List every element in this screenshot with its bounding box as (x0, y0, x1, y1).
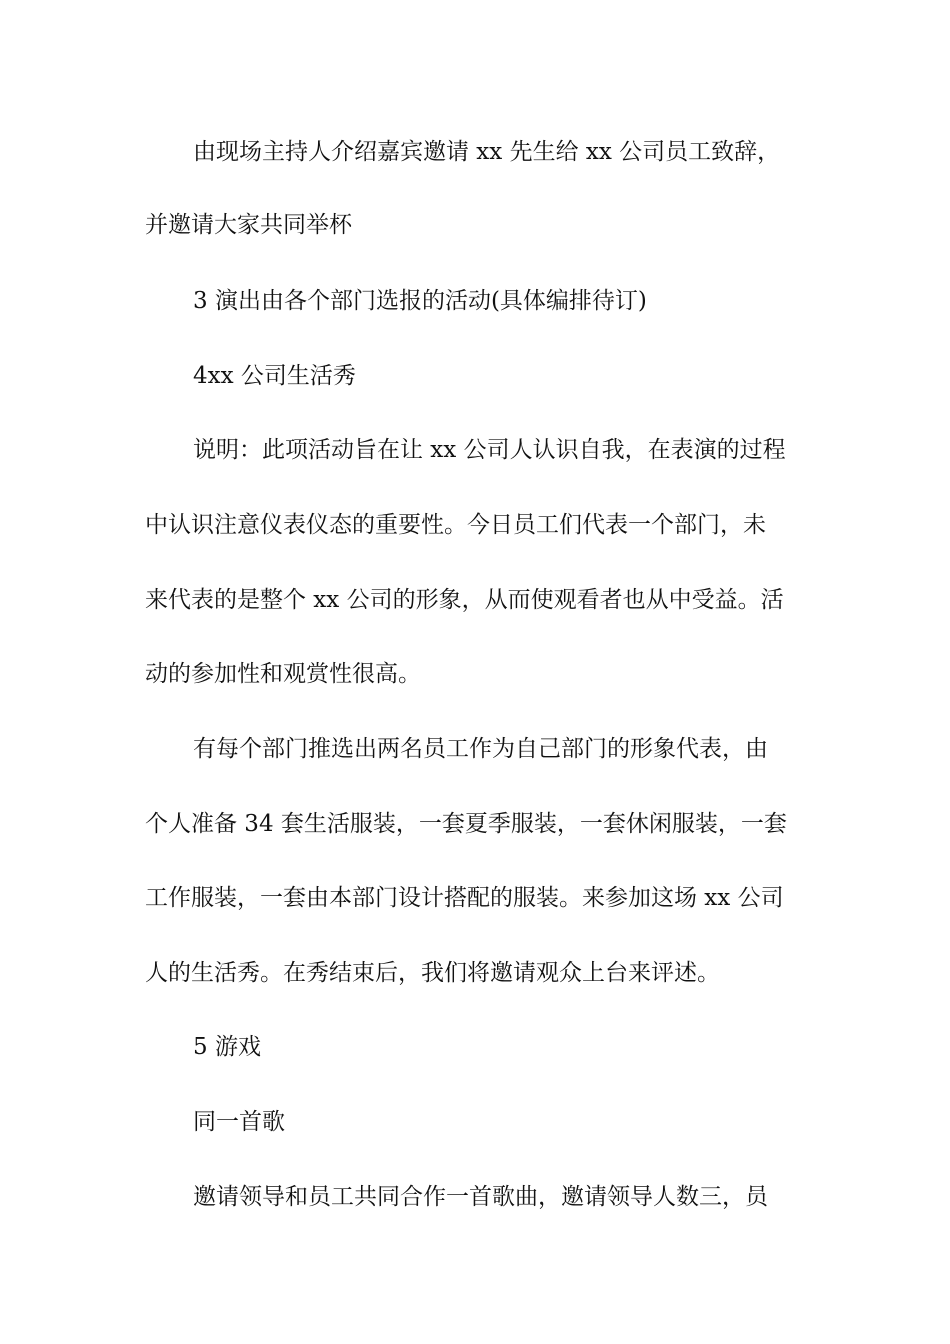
paragraph-line: 并邀请大家共同举杯 (145, 212, 352, 238)
paragraph-line: 由现场主持人介绍嘉宾邀请 xx 先生给 xx 公司员工致辞， (193, 139, 781, 165)
section-heading: 5 游戏 (193, 1034, 261, 1060)
paragraph-line: 工作服装，一套由本部门设计搭配的服装。来参加这场 xx 公司 (145, 885, 784, 911)
paragraph-line: 来代表的是整个 xx 公司的形象，从而使观看者也从中受益。活 (145, 587, 784, 613)
subsection-heading: 同一首歌 (193, 1109, 285, 1135)
paragraph-line: 说明：此项活动旨在让 xx 公司人认识自我，在表演的过程 (193, 437, 786, 463)
paragraph-line: 有每个部门推选出两名员工作为自己部门的形象代表，由 (193, 736, 768, 762)
paragraph-line: 中认识注意仪表仪态的重要性。今日员工们代表一个部门，未 (145, 512, 766, 538)
paragraph-line: 人的生活秀。在秀结束后，我们将邀请观众上台来评述。 (145, 960, 720, 986)
section-heading: 4xx 公司生活秀 (193, 363, 356, 389)
paragraph-line: 个人准备 34 套生活服装，一套夏季服装，一套休闲服装，一套 (145, 811, 787, 837)
paragraph-line: 邀请领导和员工共同合作一首歌曲，邀请领导人数三，员 (193, 1184, 768, 1210)
paragraph-line: 3 演出由各个部门选报的活动(具体编排待订) (193, 288, 647, 314)
paragraph-line: 动的参加性和观赏性很高。 (145, 661, 421, 687)
